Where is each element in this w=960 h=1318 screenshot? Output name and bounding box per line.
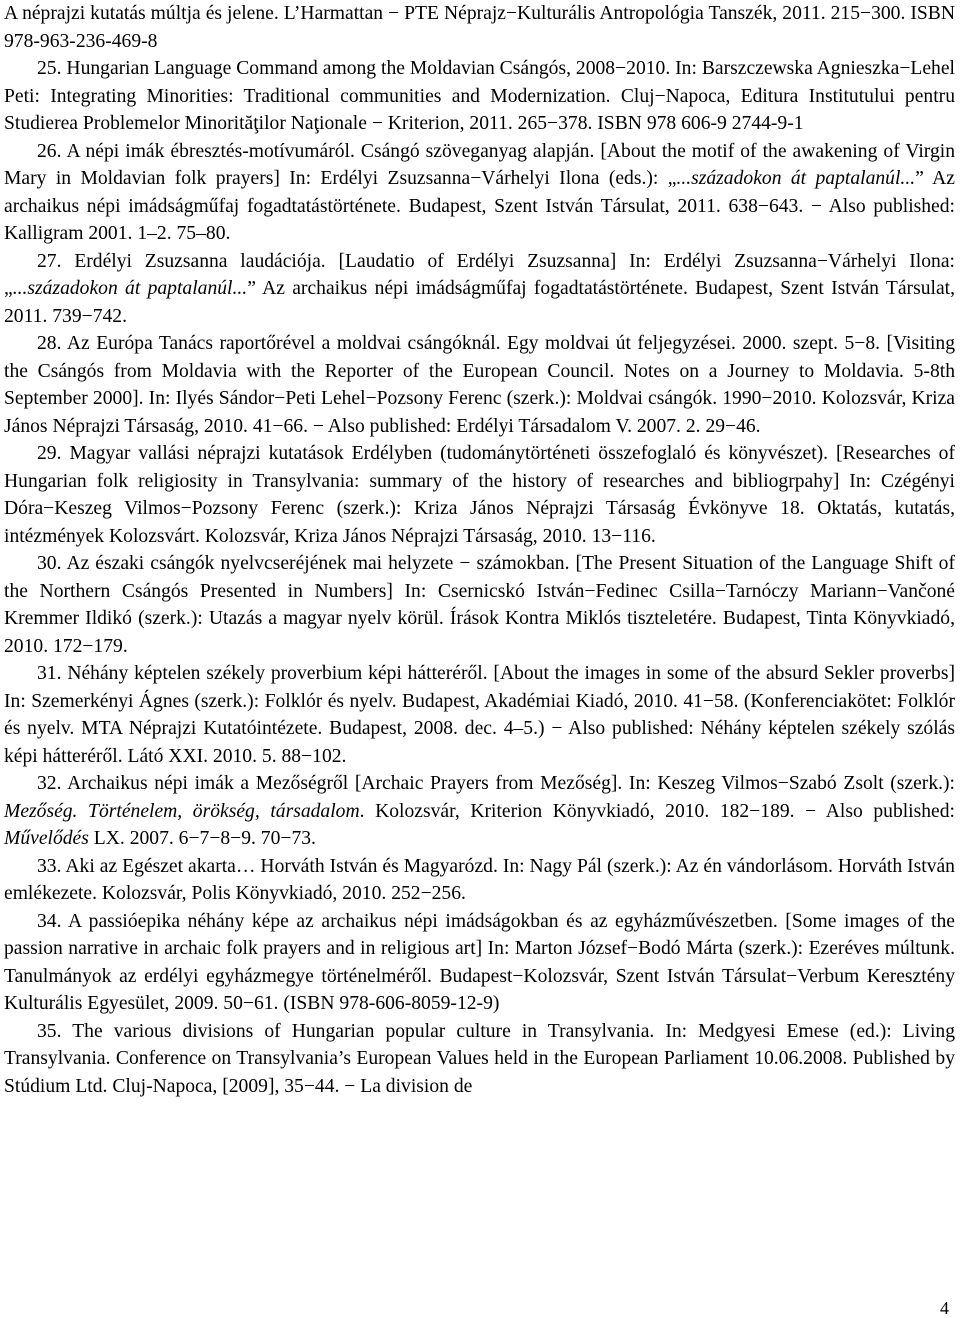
bibliography-entry [4, 330, 955, 440]
entry-text: Aki az Egészet akarta… Horváth István és Magyarózd. In: Nagy Pál (szerk.): Az én vándorlásom. Horváth István emlékezete. Kolozsvár, Polis Könyvkiadó, 2010. 252−256. [4, 855, 955, 904]
entry-title-italic: Mezőség. Történelem, örökség, társadalom [4, 800, 360, 822]
entry-number: 29. [37, 443, 62, 464]
entry-title-italic: Művelődés [4, 828, 89, 849]
entry-number: 25. [37, 58, 62, 79]
entry-number: 27. [37, 250, 62, 272]
entry-number: 30. [37, 553, 62, 574]
entry-text: The various divisions of Hungarian popular culture in Transylvania. In: Medgyesi Emese (ed.): Living Transylvania. Conference on Transylvania’s European Values held in the European Parliament 10.06.2008. Published by Stúdium Ltd. Cluj-Napoca, [2009], 35−44. − La division de [4, 1020, 955, 1097]
bibliography-entry [4, 55, 955, 138]
entry-text: ” Az archaikus népi imádságműfaj fogadtatástörténete. Budapest, Szent István Társulat, 2011. 739−742. [4, 278, 955, 327]
entry-number: 28. [37, 333, 62, 354]
entry-text: Erdélyi Zsuzsanna laudációja. [Laudatio of Erdélyi Zsuzsanna] In: Erdélyi Zsuzsanna−Várhelyi Ilona: „ [4, 250, 955, 299]
entry-text: A népi imák ébresztés-motívumáról. Csángó szöveganyag alapján. [About the motif of the awakening of Virgin Mary in Moldavian folk prayers] In: Erdélyi Zsuzsanna−Várhelyi Ilona (eds.): „ [4, 140, 955, 189]
entry-title-italic: ...századokon át paptalanúl... [676, 168, 916, 189]
bibliography-entry [4, 770, 955, 853]
entry-text: A néprajzi kutatás múltja és jelene. L’Harmattan − PTE Néprajz−Kulturális Antropológia Tanszék, 2011. 215−300. ISBN 978-963-236-469-8 [4, 3, 955, 52]
entry-text: . Kolozsvár, Kriterion Könyvkiadó, 2010. 182−189. − Also published: [359, 800, 955, 822]
bibliography-list [4, 0, 955, 1100]
entry-text: Néhány képtelen székely proverbium képi hátteréről. [About the images in some of the absurd Sekler proverbs] In: Szemerkényi Ágnes (szerk.): Folklór és nyelv. Budapest, Akadémiai Kiadó, 2010. 41−58. (Konferenciakötet: Folklór és nyelv. MTA Néprajzi Kutatóintézete. Budapest, 2008. dec. 4–5.) − Also published: Néhány képtelen székely szólás képi hátteréről. Látó XXI. 2010. 5. 88−102. [4, 663, 955, 767]
page-number: 4 [940, 1298, 949, 1318]
bibliography-entry [4, 440, 955, 550]
entry-number: 33. [37, 855, 62, 877]
bibliography-entry [4, 0, 955, 55]
entry-title-italic: ...századokon át paptalanúl... [12, 278, 248, 299]
bibliography-entry [4, 248, 955, 331]
entry-text: Archaikus népi imák a Mezőségről [Archaic Prayers from Mezőség]. In: Keszeg Vilmos−Szabó Zsolt (szerk.): [67, 773, 955, 794]
entry-text: Hungarian Language Command among the Moldavian Csángós, 2008−2010. In: Barszczewska Agnieszka−Lehel Peti: Integrating Minorities: Traditional communities and Modernization. Cluj−Napoca, Editura Institutului pentru Studierea Problemelor Minorităţilor Naţionale − Kriterion, 2011. 265−378. ISBN 978 606-9 2744-9-1 [4, 58, 955, 134]
entry-text: A passióepika néhány képe az archaikus népi imádságokban és az egyházművészetben. [Some images of the passion narrative in archaic folk prayers and in religious art] In: Marton József−Bodó Márta (szerk.): Ezeréves múltunk. Tanulmányok az erdélyi egyházmegye történelméről. Budapest−Kolozsvár, Szent István Társulat−Verbum Keresztény Kulturális Egyesület, 2009. 50−61. (ISBN 978-606-8059-12-9) [4, 910, 955, 1014]
entry-number: 35. [37, 1020, 62, 1042]
entry-text: Magyar vallási néprajzi kutatások Erdélyben (tudománytörténeti összefoglaló és könyvészet). [Researches of Hungarian folk religiosity in Transylvania: summary of the history of researches and bibliogrpahy] In: Czégényi Dóra−Keszeg Vilmos−Pozsony Ferenc (szerk.): Kriza János Néprajzi Társaság Évkönyve 18. Oktatás, kutatás, intézmények Kolozsvárt. Kolozsvár, Kriza János Néprajzi Társaság, 2010. 13−116. [4, 443, 956, 547]
entry-text: Az északi csángók nyelvcseréjének mai helyzete − számokban. [The Present Situation of the Language Shift of the Northern Csángós Presented in Numbers] In: Csernicskó István−Fedinec Csilla−Tarnóczy Mariann−Vančoné Kremmer Ildikó (szerk.): Utazás a magyar nyelv körül. Írások Kontra Miklós tiszteletére. Budapest, Tinta Könyvkiadó, 2010. 172−179. [4, 553, 955, 657]
document-page [4, 0, 955, 1100]
bibliography-entry [4, 660, 955, 770]
entry-text: Az Európa Tanács raportőrével a moldvai csángóknál. Egy moldvai út feljegyzései. 2000. szept. 5−8. [Visiting the Csángós from Moldavia with the Reporter of the European Council. Notes on a Journey to Moldavia. 5-8th September 2000]. In: Ilyés Sándor−Peti Lehel−Pozsony Ferenc (szerk.): Moldvai csángók. 1990−2010. Kolozsvár, Kriza János Néprajzi Társaság, 2010. 41−66. − Also published: Erdélyi Társadalom V. 2007. 2. 29−46. [4, 333, 955, 437]
bibliography-entry [4, 1018, 955, 1101]
entry-number: 32. [37, 773, 62, 794]
bibliography-entry [4, 550, 955, 660]
entry-text: LX. 2007. 6−7−8−9. 70−73. [88, 828, 316, 849]
bibliography-entry [4, 908, 955, 1018]
entry-number: 31. [37, 663, 62, 684]
entry-number: 26. [37, 140, 62, 162]
bibliography-entry [4, 138, 955, 248]
entry-number: 34. [37, 910, 62, 932]
entry-text: ” Az archaikus népi imádságműfaj fogadtatástörténete. Budapest, Szent István Társulat, 2011. 638−643. − Also published: Kalligram 2001. 1–2. 75–80. [4, 168, 955, 244]
bibliography-entry [4, 853, 955, 908]
